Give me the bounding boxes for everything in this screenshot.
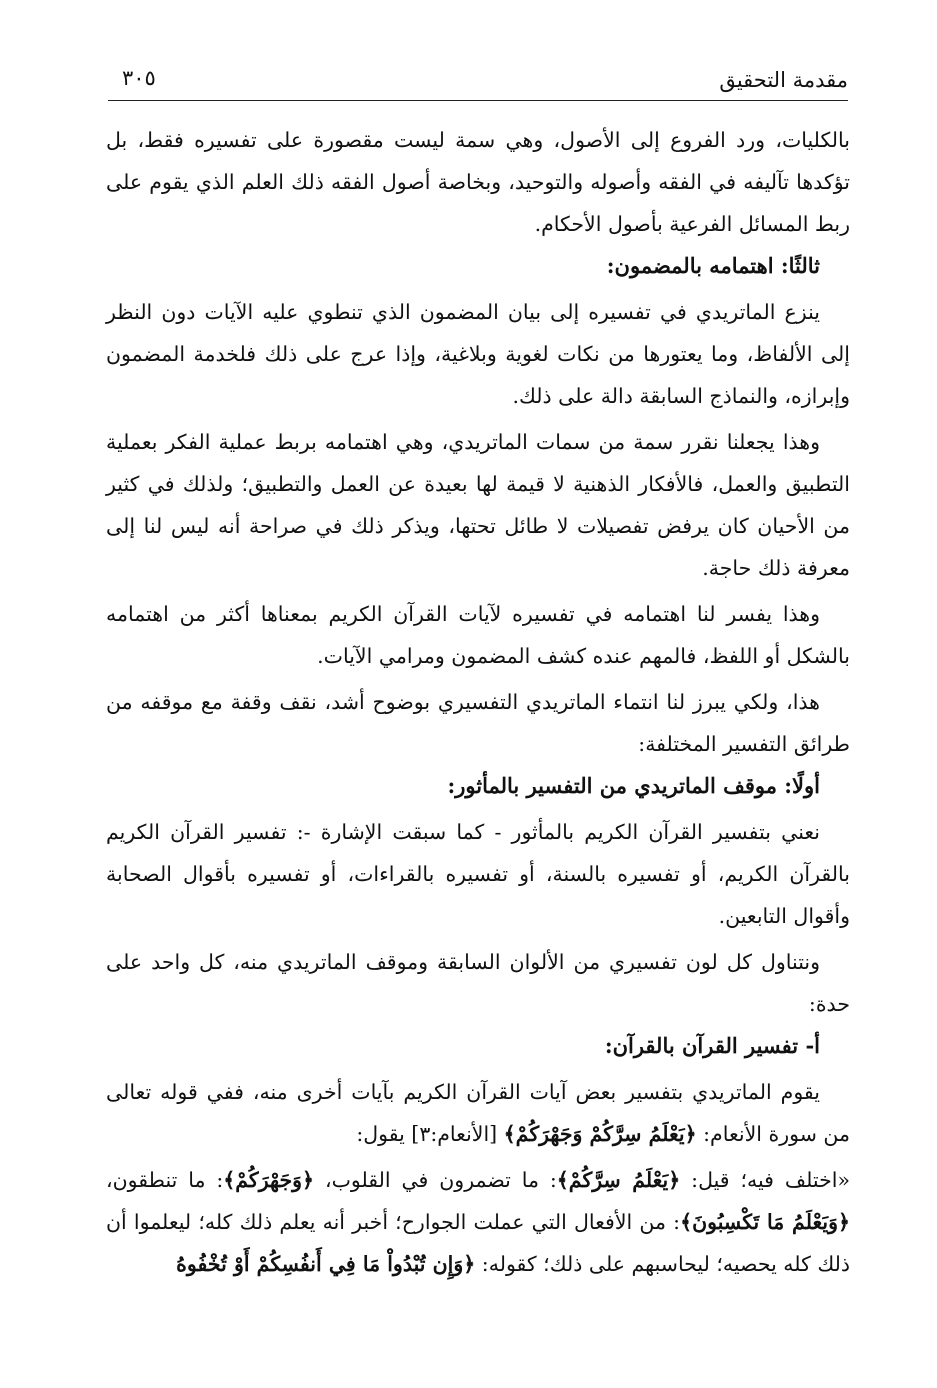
quran-verse: ﴿وَيَعْلَمُ مَا تَكْسِبُونَ﴾ [680,1210,850,1234]
section-heading: ثالثًا: اهتمامه بالمضمون: [606,253,820,278]
quotation-paragraph [106,1159,850,1285]
text-run: : ما تضمرون في القلوب، [314,1168,557,1192]
quran-verse: ﴿يَعْلَمُ سِرَّكُمْ وَجَهْرَكُمْ﴾ [503,1122,697,1146]
quran-verse: ﴿يَعْلَمُ سِرَّكُمْ﴾ [556,1168,681,1192]
paragraph: نعني بتفسير القرآن الكريم بالمأثور - كما سبقت الإشارة -: تفسير القرآن الكريم بالقرآن الكريم، أو تفسيره بالسنة، أو تفسيره بالقراءات، أو تفسيره بأقوال الصحابة وأقوال التابعين. [106,820,850,928]
text-run: «اختلف فيه؛ قيل: [680,1168,850,1192]
subsection-heading: أ- تفسير القرآن بالقرآن: [604,1033,820,1058]
paragraph: ينزع الماتريدي في تفسيره إلى بيان المضمون الذي تنطوي عليه الآيات دون النظر إلى الألفاظ، وما يعتورها من نكات لغوية وبلاغية، وإذا عرج على ذلك فلخدمة المضمون وإبرازه، والنماذج السابقة دالة على ذلك. [106,300,850,408]
running-title: مقدمة التحقيق [719,68,848,92]
paragraph: وهذا يفسر لنا اهتمامه في تفسيره لآيات القرآن الكريم بمعناها أكثر من اهتمامه بالشكل أو اللفظ، فالمهم عنده كشف المضمون ومرامي الآيات. [106,602,850,668]
text-run: : من الأفعال التي عملت الجوارح؛ أخبر أنه يعلم ذلك كله؛ ليعلموا أن ذلك كله يحصيه؛ ليحاسبهم على ذلك؛ كقوله: [106,1210,850,1276]
page-number: ٣٠٥ [122,66,156,90]
paragraph: هذا، ولكي يبرز لنا انتماء الماتريدي التفسيري بوضوح أشد، نقف وقفة مع موقفه من طرائق التفسير المختلفة: [106,690,850,756]
quran-verse: ﴿وَإِن تُبْدُواْ مَا فِي أَنفُسِكُمْ أَوْ تُخْفُوهُ [176,1252,476,1276]
paragraph [106,1071,850,1155]
text-run: : ما تنطقون، [106,1168,224,1192]
paragraph: وهذا يجعلنا نقرر سمة من سمات الماتريدي، وهي اهتمامه بربط عملية الفكر بعملية التطبيق والعمل، فالأفكار الذهنية لا قيمة لها بعيدة عن العمل والتطبيق؛ ولذلك في كثير من الأحيان كان يرفض تفصيلات لا طائل تحتها، ويذكر ذلك في صراحة أنه ليس لنا إلى معرفة ذلك حاجة. [106,430,850,580]
paragraph: ونتناول كل لون تفسيري من الألوان السابقة وموقف الماتريدي منه، كل واحد على حدة: [106,950,850,1016]
page-body [106,119,850,1285]
section-heading: أولًا: موقف الماتريدي من التفسير بالمأثور: [447,773,820,798]
page-header [108,56,848,101]
paragraph: بالكليات، ورد الفروع إلى الأصول، وهي سمة ليست مقصورة على تفسيره فقط، بل تؤكدها تآليفه في الفقه وأصوله والتوحيد، وبخاصة أصول الفقه ذلك العلم الذي يقوم على ربط المسائل الفرعية بأصول الأحكام. [106,128,850,236]
text-run: [الأنعام:٣] يقول: [356,1122,504,1146]
quran-verse: ﴿وَجَهْرَكُمْ﴾ [223,1168,315,1192]
text-run: يقوم الماتريدي بتفسير بعض آيات القرآن الكريم بآيات أخرى منه، ففي قوله تعالى من سورة الأنعام: [106,1080,850,1146]
